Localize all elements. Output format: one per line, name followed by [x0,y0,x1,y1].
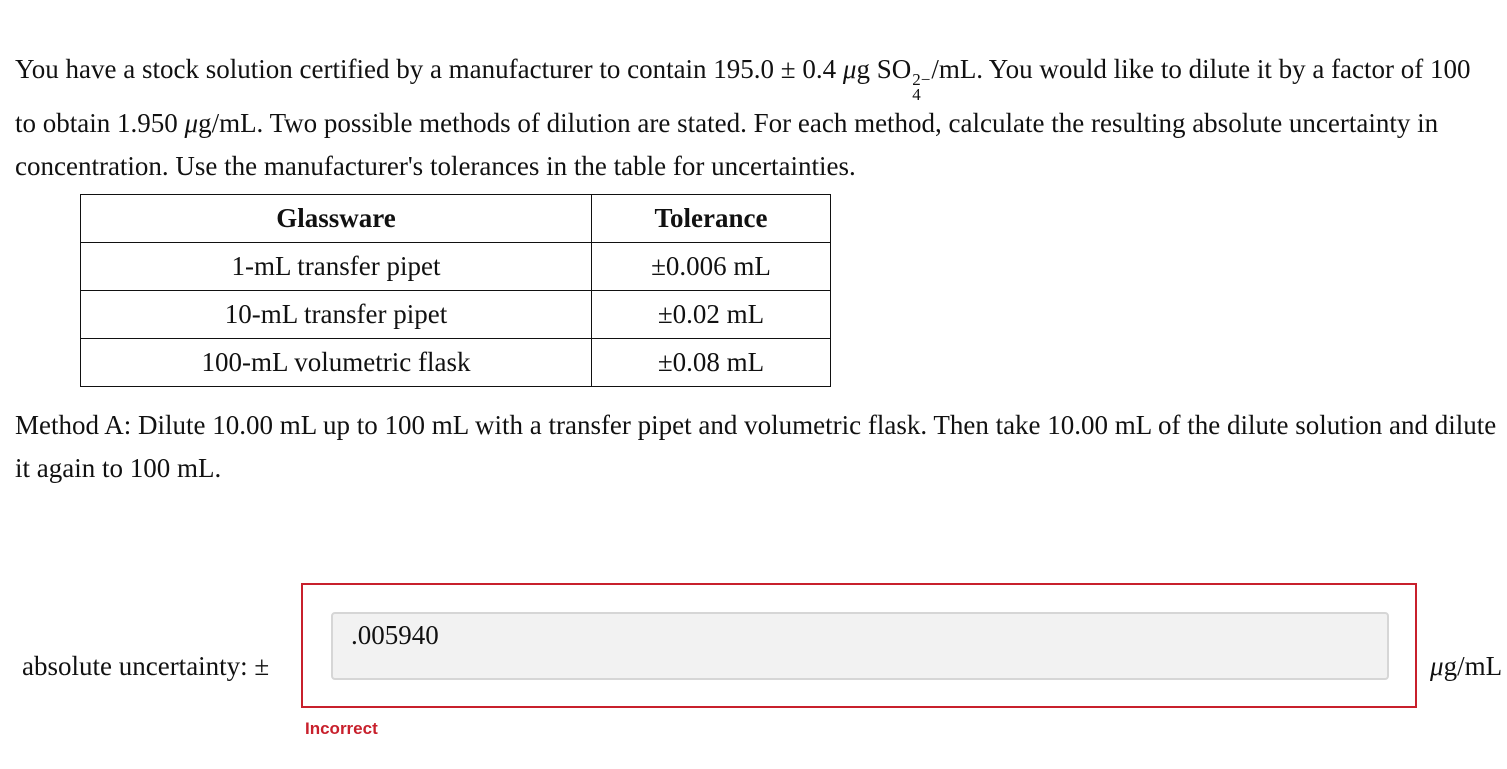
answer-label: absolute uncertainty: ± [22,651,270,681]
tolerance-table [80,194,831,387]
question-text-part2: /mL. You would like to dilute it by a factor of 100 to obtain 1.950 [15,54,1471,138]
sulfate-formula-base: g SO [856,54,912,84]
glassware-cell: 100-mL volumetric flask [81,339,592,387]
unit-text: g/mL [1443,651,1503,681]
sulfate-index: 4 [912,85,921,104]
method-a-text: Method A: Dilute 10.00 mL up to 100 mL with a transfer pipet and volumetric flask. Then take 10.00 mL of the dilute solution and dilute it again to 100 mL. [15,410,1497,483]
answer-input[interactable] [331,612,1389,680]
unit-mu-symbol: μ [1430,651,1444,681]
header-glassware: Glassware [81,195,592,243]
sulfate-charge: 2− [912,70,931,89]
question-text-part3: g/mL. Two possible methods of dilution are stated. For each method, calculate the resulting absolute uncertainty in concentration. Use the manufacturer's tolerances in the table for uncertainties. [15,108,1439,181]
sulfate-charge-and-index [912,72,930,102]
question-text-part1: You have a stock solution certified by a manufacturer to contain 195.0 ± 0.4 [15,54,843,84]
glassware-cell: 1-mL transfer pipet [81,243,592,291]
table-row [81,243,831,291]
glassware-cell: 10-mL transfer pipet [81,291,592,339]
table-header-row [81,195,831,243]
question-text [15,48,1495,188]
mu-symbol: μ [184,108,199,138]
tolerance-cell: ±0.006 mL [592,243,831,291]
tolerance-cell: ±0.08 mL [592,339,831,387]
mu-symbol: μ [842,54,857,84]
answer-box [301,583,1417,708]
unit-label [1430,648,1502,684]
table-row [81,291,831,339]
tolerance-cell: ±0.02 mL [592,291,831,339]
table-row [81,339,831,387]
feedback-incorrect: Incorrect [305,719,378,738]
header-tolerance: Tolerance [592,195,831,243]
